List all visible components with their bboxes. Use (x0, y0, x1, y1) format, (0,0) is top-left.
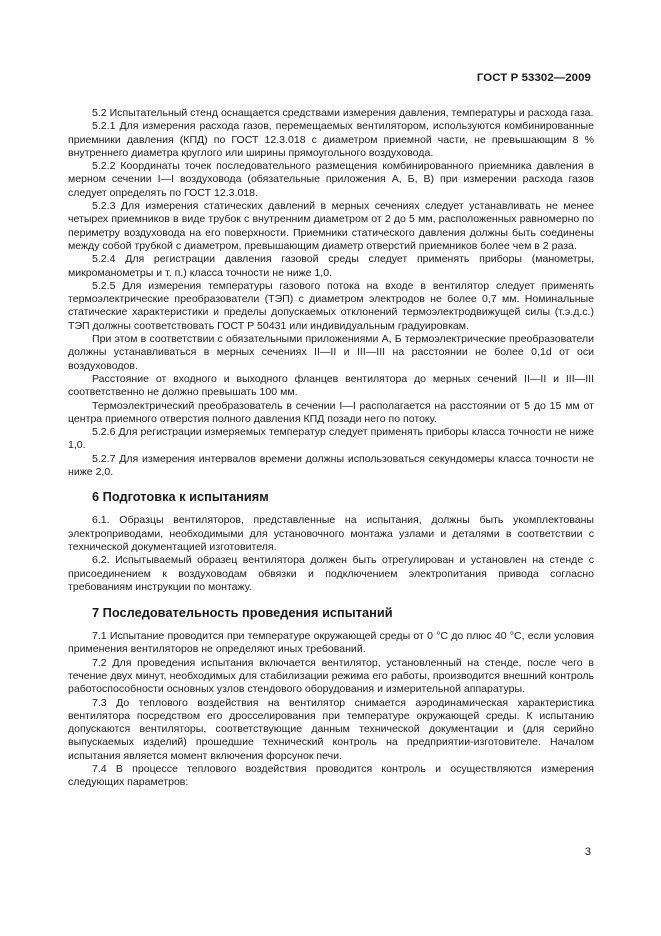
document-body (68, 107, 594, 790)
paragraph-5-2-7: 5.2.7 Для измерения интервалов времени должны использоваться секундомеры класса точности не ниже 2,0. (68, 452, 594, 479)
paragraph-7-3: 7.3 До теплового воздействия на вентилятор снимается аэродинамическая характеристика вентилятора посредством его дросселирования при температуре окружающей среды. К испытанию допускаются вентиляторы, соответствующие данным технической документации и (для серийно выпускаемых изделий) прошедшие технический контроль на предприятии-изготовителе. Началом испытания является момент включения форсунок печи. (68, 696, 594, 762)
paragraph-7-1: 7.1 Испытание проводится при температуре окружающей среды от 0 °С до плюс 40 °С, если условия применения вентиляторов не определяют иных требований. (68, 630, 594, 656)
paragraph-7-4: 7.4 В процессе теплового воздействия проводится контроль и осуществляются измерения следующих параметров: (68, 763, 594, 789)
paragraph-5-2-1: 5.2.1 Для измерения расхода газов, перемещаемых вентилятором, используются комбинированные приемники давления (КПД) по ГОСТ 12.3.018 с диаметром приемной части, не превышающим 8 % внутреннего диаметра круглого или ширины прямоугольного воздуховода. (68, 120, 594, 159)
section-6-heading: 6 Подготовка к испытаниям (92, 489, 269, 505)
section-7-heading: 7 Последовательность проведения испытаний (92, 605, 393, 621)
document-header: ГОСТ Р 53302—2009 (476, 72, 591, 84)
page-number: 3 (584, 846, 591, 858)
paragraph-6-2: 6.2. Испытываемый образец вентилятора должен быть отрегулирован и установлен на стенде с присоединением к воздуховодам обвязки и подключением электропитания привода согласно требованиям инструкции по монтажу. (68, 554, 594, 593)
paragraph-5-2-2: 5.2.2 Координаты точек последовательного размещения комбинированного приемника давления в мерном сечении I—I воздуховода (обязательные приложения А, Б, В) при измерении расхода газов следует определять по ГОСТ 12.3.018. (68, 160, 594, 199)
paragraph-5-2-3: 5.2.3 Для измерения статических давлений в мерных сечениях следует устанавливать не менее четырех приемников в виде трубок с внутренним диаметром от 2 до 5 мм, расположенных равномерно по периметру воздуховода на его поверхности. Приемники статического давления должны быть соединены между собой трубкой с диаметром, превышающим диаметр отверстий приемников более чем в 2 раза. (68, 200, 594, 252)
paragraph-5-2-5-section-i: Термоэлектрический преобразователь в сечении I—I располагается на расстоянии от 5 до 15 мм от центра приемного отверстия полного давления КПД позади него по потоку. (68, 399, 594, 425)
paragraph-5-2-5: 5.2.5 Для измерения температуры газового потока на входе в вентилятор следует применять термоэлектрические преобразователи (ТЭП) с диаметром электродов не более 0,7 мм. Номинальные статические характеристики и пределы допускаемых отклонений термоэлектродвижущей силы (т.э.д.с.) ТЭП должны соответствовать ГОСТ Р 50431 или индивидуальным градуировкам. (68, 279, 594, 332)
paragraph-7-2: 7.2 Для проведения испытания включается вентилятор, установленный на стенде, после чего в течение двух минут, необходимых для стабилизации режима его работы, производится внешний контроль работоспособности основных узлов стендового оборудования и измерительной аппаратуры. (68, 656, 594, 696)
paragraph-6-1: 6.1. Образцы вентиляторов, представленные на испытания, должны быть укомплектованы электроприводами, необходимыми для установочного монтажа узлами и деталями в соответствии с технической документацией изготовителя. (68, 514, 594, 553)
paragraph-5-2: 5.2 Испытательный стенд оснащается средствами измерения давления, температуры и расхода газа. (92, 107, 594, 119)
paragraph-5-2-6: 5.2.6 Для регистрации измеряемых температур следует применять приборы класса точности не ниже 1,0. (68, 426, 594, 452)
paragraph-5-2-5-placement: При этом в соответствии с обязательными приложениями А, Б термоэлектрические преобразователи должны устанавливаться в мерных сечениях II—II и III—III на расстоянии не более 0,1d от оси воздуховодов. (68, 333, 594, 372)
paragraph-5-2-5-distance: Расстояние от входного и выходного фланцев вентилятора до мерных сечений II—II и III—III соответственно не должно превышать 100 мм. (68, 372, 594, 399)
paragraph-5-2-4: 5.2.4 Для регистрации давления газовой среды следует применять приборы (манометры, микроманометры и т. п.) класса точности не ниже 1,0. (68, 253, 594, 279)
